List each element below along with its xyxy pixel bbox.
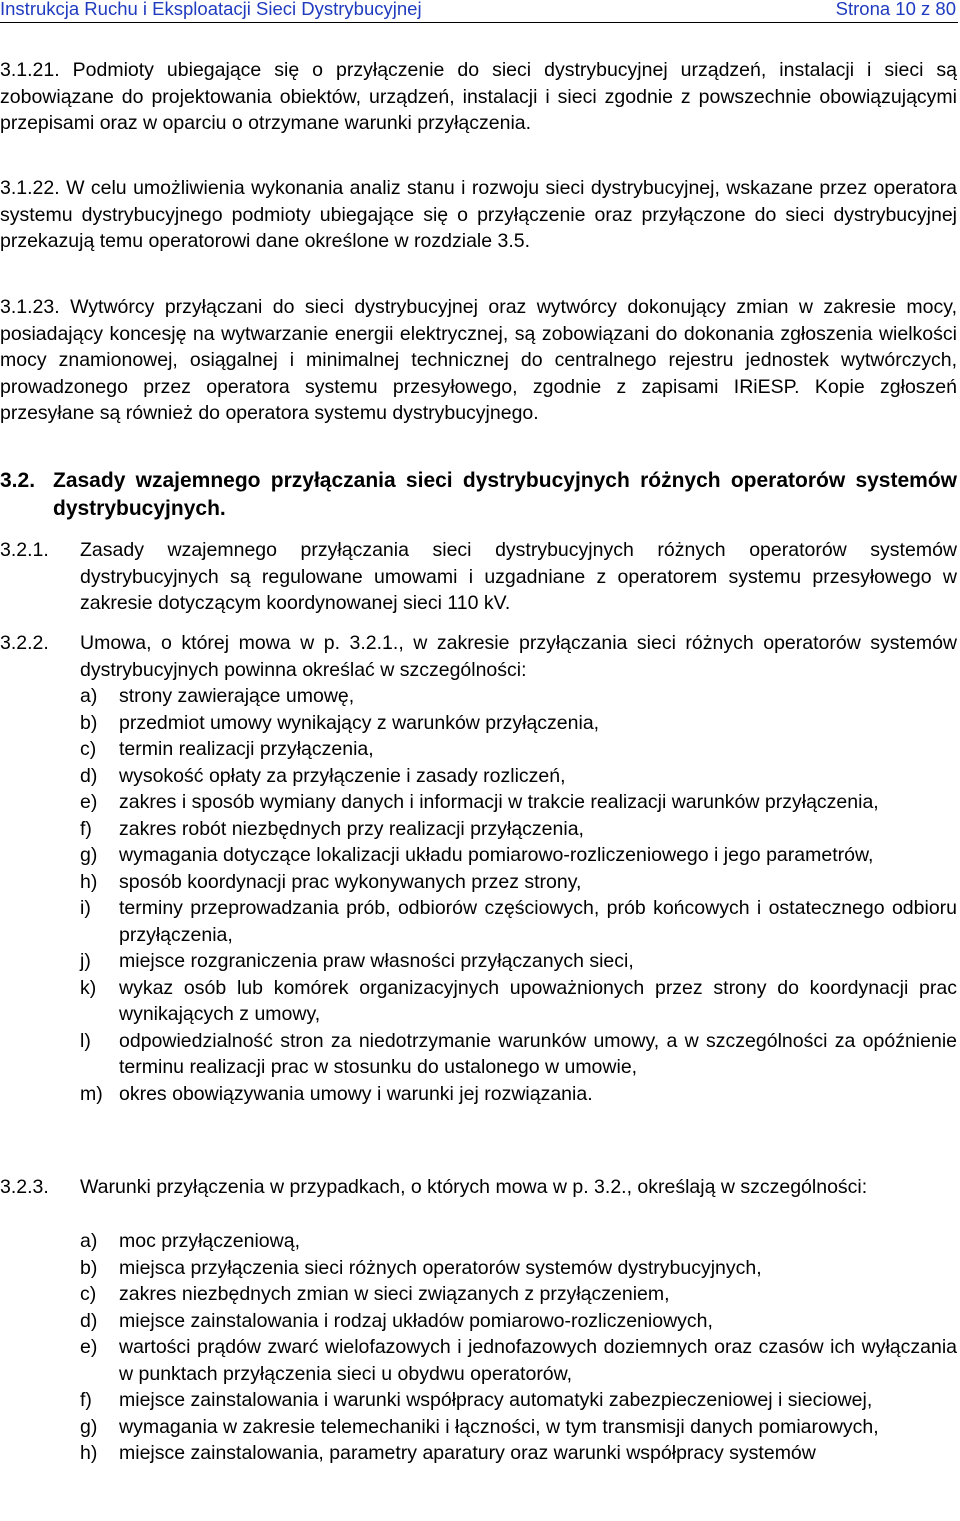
- list-item-label: m): [80, 1082, 103, 1105]
- list-item: [80, 1414, 957, 1441]
- document-title: Instrukcja Ruchu i Eksploatacji Sieci Dystrybucyjnej: [0, 0, 422, 19]
- list-item: [80, 948, 957, 975]
- list-item-label: f): [80, 1389, 92, 1411]
- list-item: [80, 736, 957, 763]
- list-item: [80, 1440, 957, 1467]
- list-item-label: e): [80, 1336, 98, 1358]
- subsection-text: Zasady wzajemnego przyłączania sieci dystrybucyjnych różnych operatorów systemów dystrybucyjnych są regulowane umowami i uzgadniane z operatorem systemu przesyłowego w zakresie dotyczącym koordynowanej sieci 110 kV.: [80, 539, 957, 614]
- list-item: [80, 869, 957, 896]
- paragraph-text: Podmioty ubiegające się o przyłączenie do sieci dystrybucyjnej urządzeń, instalacji i sieci są zobowiązane do projektowania obiektów, urządzeń, instalacji i sieci zgodnie z powszechnie obowiązującymi przepisami oraz w oparciu o otrzymane warunki przyłączenia.: [0, 59, 957, 134]
- subsection-3-2-2: [0, 630, 957, 683]
- list-item-label: k): [80, 976, 97, 999]
- list-item: [80, 895, 957, 948]
- section-heading-3-2: [0, 467, 957, 523]
- list-item: [80, 816, 957, 843]
- list-item-text: odpowiedzialność stron za niedotrzymanie warunków umowy, a w szczególności za opóźnienie terminu realizacji prac w stosunku do ustalonego w umowie,: [119, 1029, 957, 1078]
- section-number: 3.2.: [0, 469, 36, 492]
- list-item: [80, 683, 957, 710]
- list-item-label: g): [80, 1415, 98, 1438]
- page-number: Strona 10 z 80: [835, 0, 956, 19]
- list-item-text: przedmiot umowy wynikający z warunków przyłączenia,: [119, 711, 600, 734]
- list-item-text: miejsce zainstalowania i warunki współpracy automatyki zabezpieczeniowej i sieciowej,: [119, 1389, 873, 1411]
- list-item-text: termin realizacji przyłączenia,: [119, 738, 374, 760]
- subsection-3-2-3: [0, 1174, 957, 1201]
- subsection-text: Warunki przyłączenia w przypadkach, o których mowa w p. 3.2., określają w szczególności:: [80, 1176, 868, 1198]
- list-item-label: c): [80, 738, 97, 760]
- list-item-text: wykaz osób lub komórek organizacyjnych upoważnionych przez strony do koordynacji prac wynikających z umowy,: [119, 976, 957, 1025]
- list-item-text: miejsce zainstalowania i rodzaj układów pomiarowo-rozliczeniowych,: [119, 1309, 713, 1332]
- list-item-label: l): [80, 1029, 91, 1052]
- paragraph-text: W celu umożliwienia wykonania analiz stanu i rozwoju sieci dystrybucyjnej, wskazane przez operatora systemu dystrybucyjnego podmioty ubiegające się o przyłączenie oraz przyłączone do sieci dystrybucyjnej przekazują temu operatorowi dane określone w rozdziale 3.5.: [0, 177, 957, 252]
- list-item: [80, 789, 957, 816]
- subsection-text: Umowa, o której mowa w p. 3.2.1., w zakresie przyłączania sieci różnych operatorów systemów dystrybucyjnych powinna określać w szczególności:: [80, 632, 957, 681]
- list-item-text: strony zawierające umowę,: [119, 685, 355, 707]
- subsection-number: 3.2.1.: [0, 539, 49, 561]
- list-item: [80, 1228, 957, 1255]
- list-item-text: wysokość opłaty za przyłączenie i zasady rozliczeń,: [119, 764, 566, 787]
- list-item-label: d): [80, 1309, 98, 1332]
- list-item-text: moc przyłączeniową,: [119, 1230, 300, 1252]
- list-item-label: d): [80, 764, 98, 787]
- list-item-text: miejsce rozgraniczenia praw własności przyłączanych sieci,: [119, 950, 634, 972]
- list-item-label: j): [80, 950, 91, 972]
- paragraph-text: Wytwórcy przyłączani do sieci dystrybucyjnej oraz wytwórcy dokonujący zmian w zakresie mocy, posiadający koncesję na wytwarzanie energii elektrycznej, są zobowiązani do dokonania zgłoszenia wielkości mocy znamionowej, osiągalnej i minimalnej technicznej do centralnego rejestru jednostek wytwórczych, prowadzonego przez operatora systemu przesyłowego, zgodnie z zapisami IRiESP. Kopie zgłoszeń przesyłane są również do operatora systemu dystrybucyjnego.: [0, 296, 957, 424]
- list-item-label: c): [80, 1283, 97, 1305]
- list-item-text: wymagania dotyczące lokalizacji układu pomiarowo-rozliczeniowego i jego parametrów,: [119, 844, 874, 866]
- paragraph-number: 3.1.21.: [0, 59, 60, 81]
- list-3-2-2: [80, 683, 957, 1107]
- paragraph-3-1-23: [0, 294, 957, 427]
- list-item-text: wartości prądów zwarć wielofazowych i jednofazowych doziemnych oraz czasów ich wyłączania w punktach przyłączenia sieci u obydwu operatorów,: [119, 1336, 957, 1385]
- list-item-text: miejsca przyłączenia sieci różnych operatorów systemów dystrybucyjnych,: [119, 1256, 762, 1279]
- list-item: [80, 975, 957, 1028]
- list-item-text: terminy przeprowadzania prób, odbiorów częściowych, prób końcowych i ostatecznego odbioru przyłączenia,: [119, 897, 957, 946]
- section-title: Zasady wzajemnego przyłączania sieci dystrybucyjnych różnych operatorów systemów dystrybucyjnych.: [53, 469, 957, 520]
- list-item-text: miejsce zainstalowania, parametry aparatury oraz warunki współpracy systemów: [119, 1442, 816, 1464]
- list-item-text: zakres i sposób wymiany danych i informacji w trakcie realizacji warunków przyłączenia,: [119, 791, 879, 813]
- paragraph-number: 3.1.23.: [0, 296, 60, 318]
- list-item-label: a): [80, 1230, 98, 1252]
- list-item-label: i): [80, 897, 91, 919]
- subsection-number: 3.2.2.: [0, 632, 49, 654]
- paragraph-3-1-21: [0, 57, 957, 137]
- paragraph-3-1-22: [0, 175, 957, 255]
- list-item-label: h): [80, 1442, 98, 1464]
- list-item: [80, 1255, 957, 1282]
- list-item-text: okres obowiązywania umowy i warunki jej rozwiązania.: [119, 1082, 593, 1105]
- list-item-text: zakres niezbędnych zmian w sieci związanych z przyłączeniem,: [119, 1283, 670, 1305]
- list-3-2-3: [80, 1228, 957, 1467]
- list-item: [80, 710, 957, 737]
- list-item: [80, 1387, 957, 1414]
- list-item: [80, 842, 957, 869]
- list-item-label: b): [80, 711, 98, 734]
- list-item-label: f): [80, 817, 92, 840]
- page-header: [0, 0, 958, 23]
- list-item-label: g): [80, 844, 98, 866]
- subsection-number: 3.2.3.: [0, 1176, 49, 1198]
- list-item: [80, 1081, 957, 1108]
- list-item-label: b): [80, 1256, 98, 1279]
- list-item: [80, 1334, 957, 1387]
- list-item-text: wymagania w zakresie telemechaniki i łączności, w tym transmisji danych pomiarowych,: [119, 1415, 879, 1438]
- list-item-label: a): [80, 685, 98, 707]
- list-item: [80, 763, 957, 790]
- list-item-label: h): [80, 870, 98, 893]
- list-item-label: e): [80, 791, 98, 813]
- list-item: [80, 1308, 957, 1335]
- subsection-3-2-1: [0, 537, 957, 617]
- list-item: [80, 1028, 957, 1081]
- list-item: [80, 1281, 957, 1308]
- paragraph-number: 3.1.22.: [0, 177, 60, 199]
- list-item-text: sposób koordynacji prac wykonywanych przez strony,: [119, 870, 582, 893]
- list-item-text: zakres robót niezbędnych przy realizacji przyłączenia,: [119, 817, 584, 840]
